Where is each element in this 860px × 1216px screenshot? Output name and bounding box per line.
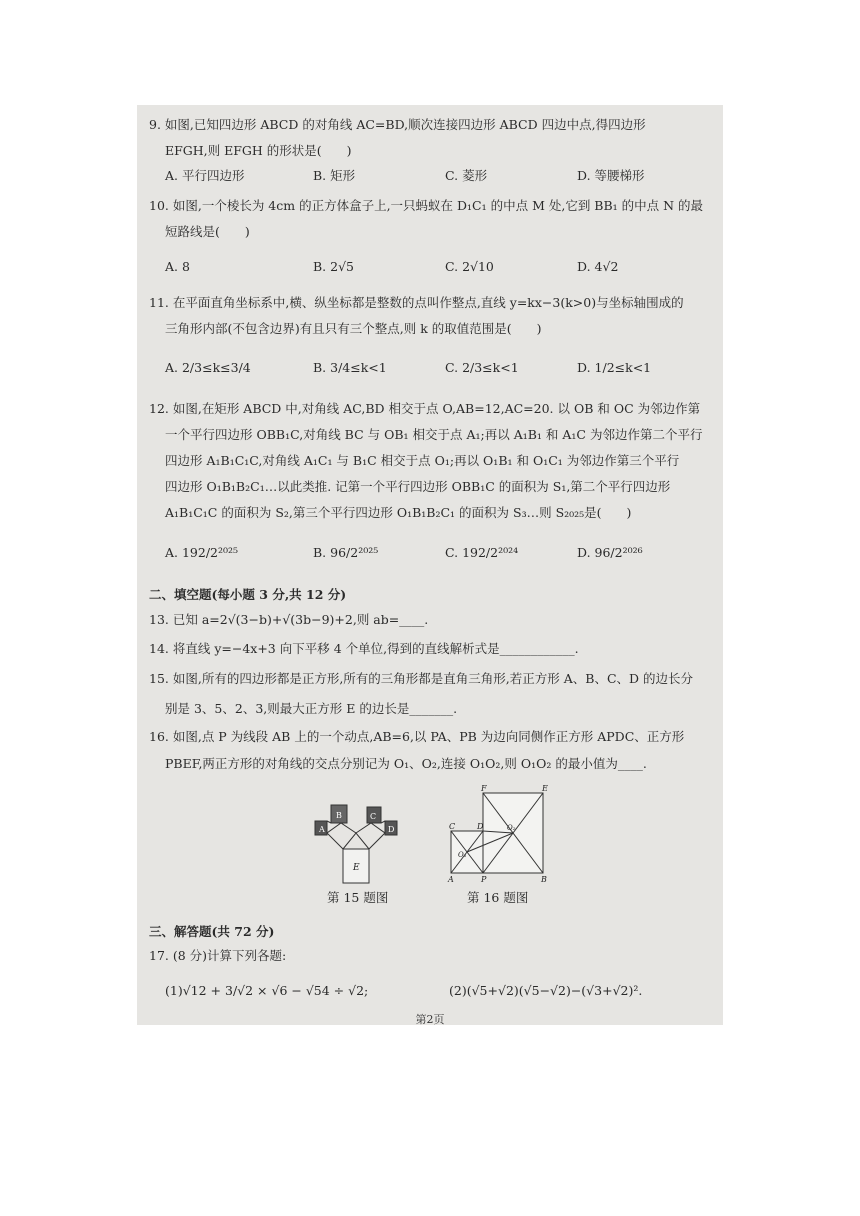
q16-line2: PBEF,两正方形的对角线的交点分别记为 O₁、O₂,连接 O₁O₂,则 O₁O₂ 的最小值为____. xyxy=(165,756,647,771)
section-3-heading: 三、解答题(共 72 分) xyxy=(149,924,275,939)
q11-option-d: D. 1/2≤k<1 xyxy=(577,360,652,375)
q11-option-a: A. 2/3≤k≤3/4 xyxy=(165,360,251,375)
fig16-label-a: A xyxy=(448,875,454,884)
q11-option-c: C. 2/3≤k<1 xyxy=(445,360,519,375)
q10-option-a: A. 8 xyxy=(165,259,190,274)
fig15-label-e: E xyxy=(353,863,360,873)
q17-title: 17. (8 分)计算下列各题: xyxy=(149,948,287,963)
q13-text: 13. 已知 a=2√(3−b)+√(3b−9)+2,则 ab=____. xyxy=(149,612,429,627)
figure-15-diagram xyxy=(311,793,431,885)
q12-option-d: D. 96/2²⁰²⁶ xyxy=(577,545,643,560)
q9-option-b: B. 矩形 xyxy=(313,168,356,183)
q17-part1: (1)√12 + 3/√2 × √6 − √54 ÷ √2; xyxy=(165,983,369,998)
q12-line4: 四边形 O₁B₁B₂C₁…以此类推. 记第一个平行四边形 OBB₁C 的面积为 S₁,第二个平行四边形 xyxy=(165,479,671,494)
q17-part2: (2)(√5+√2)(√5−√2)−(√3+√2)². xyxy=(449,983,643,998)
q9-line1: 9. 如图,已知四边形 ABCD 的对角线 AC=BD,顺次连接四边形 ABCD 四边中点,得四边形 xyxy=(149,117,646,132)
q9-line2: EFGH,则 EFGH 的形状是( ) xyxy=(165,143,352,158)
q10-line2: 短路线是( ) xyxy=(165,224,250,239)
section-2-heading: 二、填空题(每小题 3 分,共 12 分) xyxy=(149,587,347,602)
fig16-label-o2: O₂ xyxy=(507,824,516,832)
figure-16-caption: 第 16 题图 xyxy=(467,890,529,905)
fig15-label-c: C xyxy=(370,812,377,821)
fig15-label-a: A xyxy=(319,825,325,834)
fig16-label-p: P xyxy=(481,875,487,884)
page-number: 第2页 xyxy=(415,1013,445,1025)
q11-option-b: B. 3/4≤k<1 xyxy=(313,360,387,375)
fig16-label-o1: O₁ xyxy=(458,851,467,859)
q12-line1: 12. 如图,在矩形 ABCD 中,对角线 AC,BD 相交于点 O,AB=12,AC=20. 以 OB 和 OC 为邻边作第 xyxy=(149,401,701,416)
fig16-label-e: E xyxy=(542,785,548,793)
q12-option-c: C. 192/2²⁰²⁴ xyxy=(445,545,519,560)
fig16-label-b: B xyxy=(541,875,547,884)
q11-line2: 三角形内部(不包含边界)有且只有三个整点,则 k 的取值范围是( ) xyxy=(165,321,542,336)
q9-option-d: D. 等腰梯形 xyxy=(577,168,645,183)
q11-line1: 11. 在平面直角坐标系中,横、纵坐标都是整数的点叫作整点,直线 y=kx−3(k>0)与坐标轴围成的 xyxy=(149,295,684,310)
q9-option-a: A. 平行四边形 xyxy=(165,168,245,183)
exam-page xyxy=(137,105,723,1025)
figure-15-caption: 第 15 题图 xyxy=(327,890,389,905)
fig16-label-d: D xyxy=(477,822,484,831)
fig15-label-d: D xyxy=(388,825,395,834)
q10-option-b: B. 2√5 xyxy=(313,259,355,274)
q10-option-c: C. 2√10 xyxy=(445,259,494,274)
fig16-label-c: C xyxy=(449,822,456,831)
q12-option-a: A. 192/2²⁰²⁵ xyxy=(165,545,239,560)
q12-option-b: B. 96/2²⁰²⁵ xyxy=(313,545,379,560)
fig16-label-f: F xyxy=(481,785,487,793)
q10-option-d: D. 4√2 xyxy=(577,259,619,274)
q15-line2: 别是 3、5、2、3,则最大正方形 E 的边长是_______. xyxy=(165,701,458,716)
q9-option-c: C. 菱形 xyxy=(445,168,488,183)
q12-line5: A₁B₁C₁C 的面积为 S₂,第三个平行四边形 O₁B₁B₂C₁ 的面积为 S₃…则 S₂₀₂₅是( ) xyxy=(165,505,632,520)
figure-16-diagram xyxy=(441,785,571,885)
q15-line1: 15. 如图,所有的四边形都是正方形,所有的三角形都是直角三角形,若正方形 A、B、C、D 的边长分 xyxy=(149,671,694,686)
q14-text: 14. 将直线 y=−4x+3 向下平移 4 个单位,得到的直线解析式是____________. xyxy=(149,641,579,656)
q10-line1: 10. 如图,一个棱长为 4cm 的正方体盒子上,一只蚂蚁在 D₁C₁ 的中点 M 处,它到 BB₁ 的中点 N 的最 xyxy=(149,198,704,213)
q12-line3: 四边形 A₁B₁C₁C,对角线 A₁C₁ 与 B₁C 相交于点 O₁;再以 O₁B₁ 和 O₁C₁ 为邻边作第三个平行 xyxy=(165,453,680,468)
q16-line1: 16. 如图,点 P 为线段 AB 上的一个动点,AB=6,以 PA、PB 为边向同侧作正方形 APDC、正方形 xyxy=(149,729,685,744)
fig15-label-b: B xyxy=(336,811,342,820)
q12-line2: 一个平行四边形 OBB₁C,对角线 BC 与 OB₁ 相交于点 A₁;再以 A₁B₁ 和 A₁C 为邻边作第二个平行 xyxy=(165,427,703,442)
